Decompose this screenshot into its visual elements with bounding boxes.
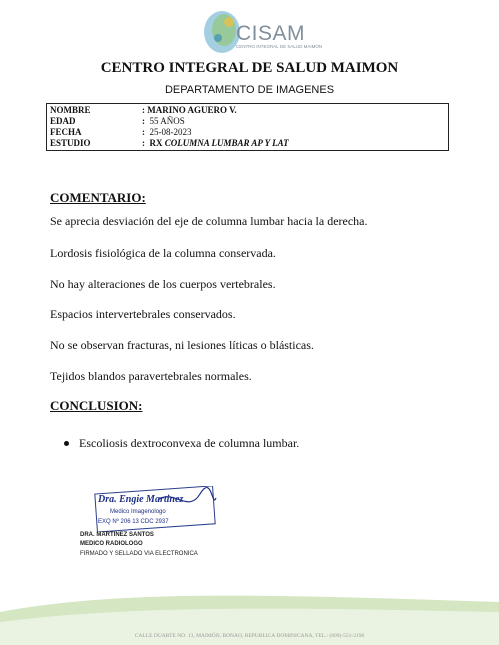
logo-subtext: CENTRO INTEGRAL DE SALUD MAIMON — [236, 44, 323, 49]
info-value-prefix: RX — [149, 138, 163, 148]
info-value: MARINO AGUERO V. — [147, 105, 237, 115]
stamp-name: Dra. Engie Martinez — [98, 494, 184, 505]
info-sep: : — [142, 116, 145, 126]
comment-line: Tejidos blandos paravertebrales normales. — [50, 369, 252, 383]
info-value-italic: COLUMNA LUMBAR AP Y LAT — [164, 138, 289, 148]
signature-stamp — [88, 486, 220, 532]
info-value-container — [142, 138, 289, 149]
comment-line: Se aprecia desviación del eje de columna lumbar hacia la derecha. — [50, 214, 368, 228]
comment-line: Lordosis fisiológica de la columna conservada. — [50, 246, 276, 260]
info-value: 55 AÑOS — [149, 116, 185, 126]
conclusion-item: Escoliosis dextroconvexa de columna lumbar. — [79, 436, 300, 450]
info-label: NOMBRE — [50, 105, 91, 115]
info-value-container — [142, 127, 192, 138]
info-value-container — [142, 116, 185, 127]
doctor-name: DRA. MARTINEZ SANTOS — [80, 532, 154, 538]
info-sep: : — [142, 105, 145, 115]
comment-heading: COMENTARIO: — [50, 190, 146, 205]
stamp-exq: EXQ Nº 206 13 CDC 2937 — [98, 519, 169, 525]
signature-note: FIRMADO Y SELLADO VIA ELECTRONICA — [80, 551, 198, 557]
info-sep: : — [142, 138, 145, 148]
comment-line: No se observan fracturas, ni lesiones líticas o blásticas. — [50, 338, 314, 352]
info-value: 25-08-2023 — [149, 127, 192, 137]
info-sep: : — [142, 127, 145, 137]
page-title: CENTRO INTEGRAL DE SALUD MAIMON — [100, 60, 399, 76]
footer-address: CALLE DUARTE NO. 13, MAIMÓN, BONAO, REPUBLICA DOMINICANA, TEL.: (809)-551-2196 — [134, 633, 365, 639]
conclusion-heading: CONCLUSION: — [50, 398, 143, 413]
info-label: ESTUDIO — [50, 138, 91, 148]
info-label: EDAD — [50, 116, 76, 126]
department-title: DEPARTAMENTO DE IMAGENES — [164, 84, 335, 96]
info-value-container — [142, 105, 237, 116]
logo-text: CISAM — [236, 22, 306, 45]
info-label: FECHA — [50, 127, 82, 137]
stamp-role: Medico Imagenologo — [110, 509, 166, 515]
comment-line: Espacios intervertebrales conservados. — [50, 307, 236, 321]
doctor-title: MEDICO RADIOLOGO — [80, 541, 143, 547]
patient-info-box — [46, 103, 449, 151]
bullet-icon — [64, 441, 69, 446]
comment-line: No hay alteraciones de los cuerpos vertebrales. — [50, 277, 276, 291]
